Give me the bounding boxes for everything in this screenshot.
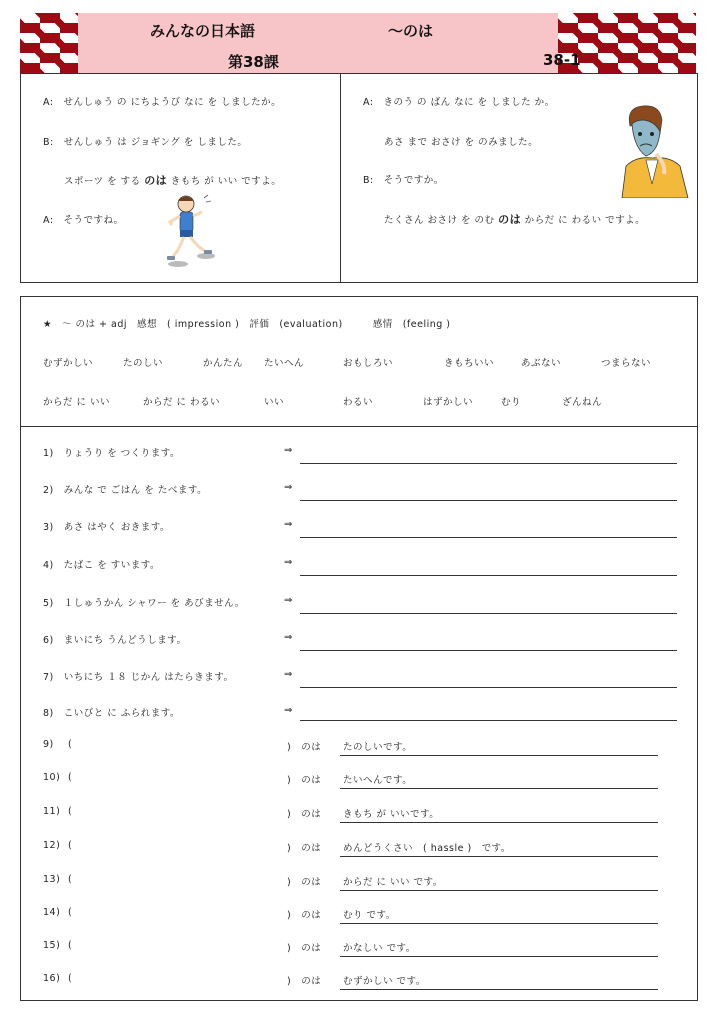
dlg-right-line2: あさ まで おさけ を のみました。: [384, 137, 539, 148]
open-paren: (: [68, 874, 73, 885]
arrow-icon: ⇒: [284, 482, 293, 493]
exercise-num: 11): [43, 806, 61, 817]
dialogue-divider: [340, 73, 341, 283]
answer-line[interactable]: [340, 956, 658, 957]
exercise-answer: むずかしい です。: [343, 976, 426, 987]
vocab-word: ざんねん: [562, 397, 603, 408]
answer-line[interactable]: [340, 923, 658, 924]
arrow-icon: ⇒: [284, 669, 293, 680]
vocab-word: はずかしい: [423, 397, 474, 408]
header-pattern: ～のは: [388, 22, 434, 40]
dlg-right-line3: B: そうですか。: [363, 175, 444, 186]
arrow-icon: ⇒: [284, 557, 293, 568]
close-noha: ) のは: [287, 843, 322, 854]
vocab-word: からだ に わるい: [143, 397, 221, 408]
arrow-icon: ⇒: [284, 445, 293, 456]
dlg-right-line4: たくさん おさけ を のむ のは からだ に わるい ですよ。: [384, 213, 646, 226]
vocab-word: きもちいい: [444, 358, 495, 369]
answer-line[interactable]: [300, 720, 677, 721]
answer-line[interactable]: [340, 856, 658, 857]
open-paren: (: [68, 907, 73, 918]
arrow-icon: ⇒: [284, 595, 293, 606]
dlg-right-line1: A: きのう の ばん なに を しました か。: [363, 97, 555, 108]
header-title: みんなの日本語: [150, 22, 256, 40]
exercise-answer: かなしい です。: [343, 943, 416, 954]
close-noha: ) のは: [287, 877, 322, 888]
arrow-icon: ⇒: [284, 705, 293, 716]
vocab-word: あぶない: [521, 358, 562, 369]
exercise-answer: めんどうくさい ( hassle ) です。: [343, 843, 511, 854]
open-paren: (: [68, 973, 73, 984]
answer-line[interactable]: [300, 687, 677, 688]
close-noha: ) のは: [287, 976, 322, 987]
answer-line[interactable]: [300, 500, 677, 501]
exercise-num: 15): [43, 940, 61, 951]
open-paren: (: [68, 806, 73, 817]
answer-line[interactable]: [340, 989, 658, 990]
vocab-word: かんたん: [203, 358, 244, 369]
vocab-word: おもしろい: [343, 358, 394, 369]
close-noha: ) のは: [287, 943, 322, 954]
dlg-left-line3: スポーツ を する のは きもち が いい ですよ。: [64, 174, 282, 187]
exercise-num: 14): [43, 907, 61, 918]
header-lesson: 第38課: [228, 53, 279, 71]
open-paren: (: [68, 840, 73, 851]
exercise-answer: たいへんです。: [343, 775, 413, 786]
exercise-num: 9): [43, 739, 54, 750]
runner-illustration: [160, 192, 222, 272]
arrow-icon: ⇒: [284, 519, 293, 530]
exercise-item: 2) みんな で ごはん を たべます。: [43, 485, 208, 496]
arrow-icon: ⇒: [284, 632, 293, 643]
vocab-word: わるい: [343, 397, 374, 408]
vocab-word: むずかしい: [43, 358, 94, 369]
dlg-left-line2: B: せんしゅう は ジョギング を しました。: [43, 137, 248, 148]
exercise-answer: からだ に いい です。: [343, 877, 443, 888]
answer-line[interactable]: [340, 890, 658, 891]
vocab-word: からだ に いい: [43, 397, 111, 408]
exercise-item: 8) こいびと に ふられます。: [43, 708, 181, 719]
vocab-word: むり: [501, 397, 522, 408]
answer-line[interactable]: [300, 537, 677, 538]
answer-line[interactable]: [340, 788, 658, 789]
exercise-item: 5) １しゅうかん シャワー を あびません。: [43, 598, 245, 609]
exercise-num: 13): [43, 874, 61, 885]
header-page: 38-1: [543, 51, 581, 69]
vocab-word: いい: [264, 397, 285, 408]
exercise-item: 6) まいにち うんどうします。: [43, 635, 187, 646]
dlg-left-line1: A: せんしゅう の にちようび なに を しましたか。: [43, 97, 282, 108]
sick-man-illustration: [616, 104, 690, 198]
exercise-answer: たのしいです。: [343, 742, 413, 753]
open-paren: (: [68, 940, 73, 951]
exercise-answer: むり です。: [343, 910, 396, 921]
exercise-answer: きもち が いいです。: [343, 809, 440, 820]
answer-line[interactable]: [340, 755, 658, 756]
answer-line[interactable]: [300, 575, 677, 576]
exercise-item: 4) たばこ を すいます。: [43, 560, 161, 571]
exercise-item: 7) いちにち １８ じかん はたらきます。: [43, 672, 234, 683]
open-paren: (: [68, 772, 73, 783]
exercise-num: 10): [43, 772, 61, 783]
answer-line[interactable]: [340, 822, 658, 823]
answer-line[interactable]: [300, 650, 677, 651]
answer-line[interactable]: [300, 613, 677, 614]
close-noha: ) のは: [287, 910, 322, 921]
exercise-item: 3) あさ はやく おきます。: [43, 522, 171, 533]
open-paren: (: [68, 739, 73, 750]
vocab-word: たのしい: [123, 358, 164, 369]
vocab-heading: ★ ～ のは + adj 感想 ( impression ) 評価 (evaluation) 感情 (feeling ): [43, 319, 451, 330]
exercise-num: 16): [43, 973, 61, 984]
close-noha: ) のは: [287, 809, 322, 820]
exercise-item: 1) りょうり を つくります。: [43, 448, 181, 459]
answer-line[interactable]: [300, 463, 677, 464]
vocab-word: たいへん: [264, 358, 305, 369]
close-noha: ) のは: [287, 742, 322, 753]
exercise-num: 12): [43, 840, 61, 851]
vocab-word: つまらない: [601, 358, 652, 369]
dlg-left-line4: A: そうですね。: [43, 215, 124, 226]
close-noha: ) のは: [287, 775, 322, 786]
